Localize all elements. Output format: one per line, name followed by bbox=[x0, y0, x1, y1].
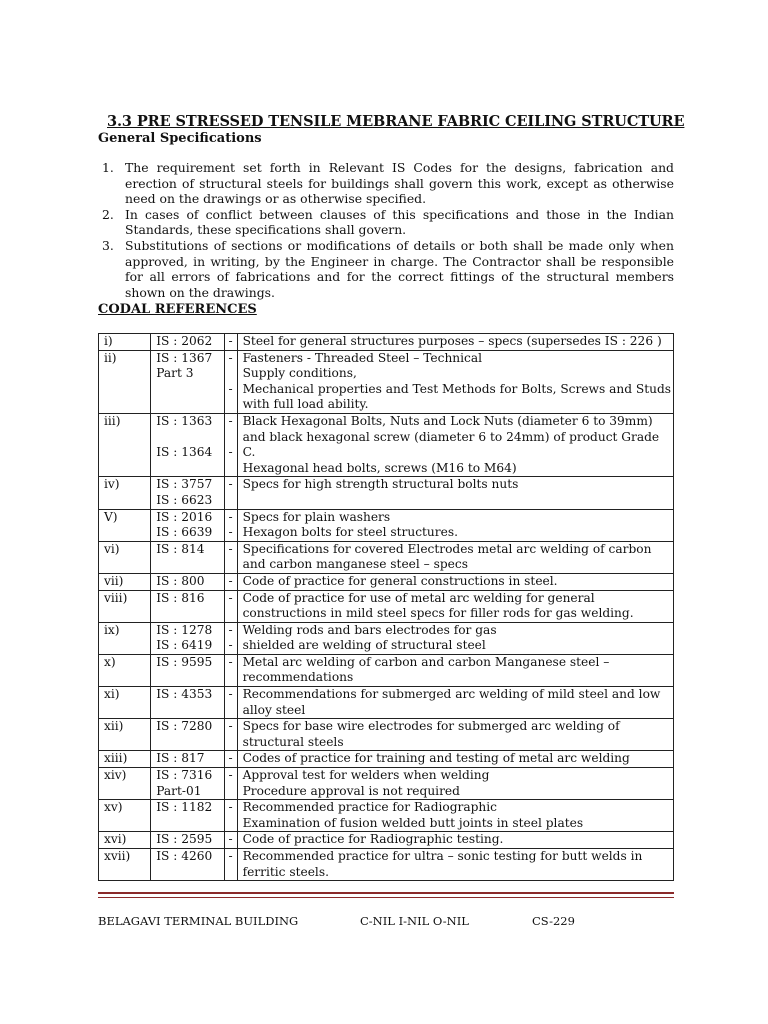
spec-item bbox=[98, 238, 674, 300]
ref-dash: - bbox=[228, 445, 233, 460]
footer-rule-thick bbox=[98, 892, 674, 894]
ref-dash-cell bbox=[224, 590, 237, 622]
ref-dash-cell bbox=[224, 350, 237, 413]
spec-text: The requirement set forth in Relevant IS Codes for the designs, fabrication and erection of structural steels for buildings shall govern this work, except as otherwise need on the drawings or as otherwise specified. bbox=[125, 160, 674, 207]
ref-description: Welding rods and bars electrodes for gas bbox=[242, 622, 497, 637]
ref-number: xvi) bbox=[104, 832, 127, 847]
ref-number: xiv) bbox=[104, 768, 127, 783]
ref-dash: - bbox=[228, 573, 233, 588]
ref-description: Code of practice for general constructions in steel. bbox=[242, 573, 558, 588]
table-row bbox=[99, 800, 674, 832]
ref-description-cell bbox=[237, 541, 673, 573]
ref-description: Codes of practice for training and testing of metal arc welding bbox=[242, 751, 630, 766]
ref-description: constructions in mild steel specs for filler rods for gas welding. bbox=[242, 606, 634, 621]
ref-code-cell bbox=[151, 477, 224, 509]
footer-rule-thin bbox=[98, 897, 674, 898]
ref-number-cell bbox=[99, 477, 151, 509]
footer-revision: C-NIL I-NIL O-NIL bbox=[360, 914, 469, 928]
ref-dash: - bbox=[228, 477, 233, 492]
ref-description-cell bbox=[237, 654, 673, 686]
ref-description: Supply conditions, bbox=[242, 366, 357, 381]
ref-dash: - bbox=[228, 509, 233, 524]
footer-page-number: CS-229 bbox=[532, 914, 575, 928]
codal-references-heading: CODAL REFERENCES bbox=[98, 302, 257, 317]
table-row bbox=[99, 350, 674, 413]
ref-description: recommendations bbox=[242, 670, 354, 685]
ref-number-cell bbox=[99, 768, 151, 800]
ref-description: Code of practice for use of metal arc welding for general bbox=[242, 590, 595, 605]
ref-dash: - bbox=[228, 751, 233, 766]
table-row bbox=[99, 751, 674, 768]
ref-code: IS : 4353 bbox=[156, 687, 213, 702]
ref-dash-cell bbox=[224, 687, 237, 719]
table-row bbox=[99, 768, 674, 800]
ref-dash: - bbox=[228, 350, 233, 365]
ref-description-cell bbox=[237, 509, 673, 541]
ref-code-cell bbox=[151, 687, 224, 719]
ref-dash bbox=[225, 366, 237, 382]
ref-number: viii) bbox=[104, 590, 128, 605]
ref-number-cell bbox=[99, 541, 151, 573]
codal-references-table bbox=[98, 333, 674, 881]
ref-description-cell bbox=[237, 622, 673, 654]
ref-dash: - bbox=[228, 334, 233, 348]
ref-number: xv) bbox=[104, 800, 123, 815]
table-row bbox=[99, 477, 674, 509]
ref-description-cell bbox=[237, 768, 673, 800]
ref-description-cell bbox=[237, 687, 673, 719]
ref-number-cell bbox=[99, 719, 151, 751]
ref-description: Hexagon bolts for steel structures. bbox=[242, 525, 458, 540]
ref-description: Black Hexagonal Bolts, Nuts and Lock Nuts (diameter 6 to 39mm) bbox=[242, 413, 653, 428]
ref-dash-cell bbox=[224, 413, 237, 476]
ref-dash: - bbox=[228, 719, 233, 734]
table-row bbox=[99, 687, 674, 719]
ref-number: xiii) bbox=[104, 751, 128, 766]
ref-description: Recommended practice for Radiographic bbox=[242, 800, 497, 815]
ref-code-cell bbox=[151, 622, 224, 654]
ref-number-cell bbox=[99, 622, 151, 654]
ref-number-cell bbox=[99, 832, 151, 849]
footer-project-name: BELAGAVI TERMINAL BUILDING bbox=[98, 914, 299, 928]
ref-code: IS : 2595 bbox=[156, 832, 213, 847]
ref-description-cell bbox=[237, 573, 673, 590]
ref-description: structural steels bbox=[242, 734, 344, 749]
table-row bbox=[99, 541, 674, 573]
spec-item bbox=[98, 160, 674, 207]
ref-code-cell bbox=[151, 573, 224, 590]
ref-description-cell bbox=[237, 350, 673, 413]
ref-description: Metal arc welding of carbon and carbon Manganese steel – bbox=[242, 654, 610, 669]
ref-dash-cell bbox=[224, 573, 237, 590]
ref-code: IS : 4260 bbox=[156, 849, 213, 863]
ref-dash-cell bbox=[224, 622, 237, 654]
ref-number-cell bbox=[99, 573, 151, 590]
ref-description: Code of practice for Radiographic testing. bbox=[242, 832, 504, 847]
table-row bbox=[99, 573, 674, 590]
ref-dash: - bbox=[228, 413, 233, 428]
ref-number-cell bbox=[99, 413, 151, 476]
ref-number-cell bbox=[99, 751, 151, 768]
ref-code: IS : 1278 bbox=[156, 622, 213, 637]
ref-code: IS : 7280 bbox=[156, 719, 213, 734]
ref-description: Examination of fusion welded butt joints in steel plates bbox=[242, 815, 584, 830]
ref-dash: - bbox=[228, 687, 233, 702]
table-row bbox=[99, 413, 674, 476]
ref-dash-cell bbox=[224, 509, 237, 541]
ref-description: Hexagonal head bolts, screws (M16 to M64) bbox=[242, 460, 517, 475]
ref-code-cell bbox=[151, 509, 224, 541]
ref-description-cell bbox=[237, 849, 673, 881]
ref-dash-cell bbox=[224, 477, 237, 509]
ref-description: Recommended practice for ultra – sonic testing for butt welds in bbox=[242, 849, 643, 863]
ref-dash-cell bbox=[224, 751, 237, 768]
ref-code-cell bbox=[151, 654, 224, 686]
ref-number-cell bbox=[99, 849, 151, 881]
ref-dash: - bbox=[228, 768, 233, 783]
ref-code-cell bbox=[151, 832, 224, 849]
ref-number: ix) bbox=[104, 622, 120, 637]
ref-code-cell bbox=[151, 719, 224, 751]
ref-number: iii) bbox=[104, 413, 121, 428]
ref-dash: - bbox=[228, 541, 233, 556]
ref-dash-cell bbox=[224, 654, 237, 686]
ref-code-cell bbox=[151, 350, 224, 413]
ref-description: Approval test for welders when welding bbox=[242, 768, 490, 783]
ref-dash-cell bbox=[224, 768, 237, 800]
ref-code-cell bbox=[151, 334, 224, 351]
ref-number-cell bbox=[99, 590, 151, 622]
ref-dash: - bbox=[228, 832, 233, 847]
ref-code: IS : 817 bbox=[156, 751, 205, 766]
ref-dash: - bbox=[228, 654, 233, 669]
ref-dash-cell bbox=[224, 849, 237, 881]
ref-number: xvii) bbox=[104, 849, 131, 863]
ref-code bbox=[156, 430, 223, 446]
ref-code-cell bbox=[151, 768, 224, 800]
ref-dash: - bbox=[228, 381, 233, 396]
ref-description: Procedure approval is not required bbox=[242, 783, 460, 798]
spec-text: In cases of conflict between clauses of this specifications and those in the Indian Standards, these specifications shall govern. bbox=[125, 206, 674, 238]
ref-code: IS : 1182 bbox=[156, 800, 213, 815]
ref-description-cell bbox=[237, 832, 673, 849]
ref-description: Fasteners - Threaded Steel – Technical bbox=[242, 350, 483, 365]
ref-code: IS : 3757 bbox=[156, 477, 213, 492]
ref-dash-cell bbox=[224, 334, 237, 351]
ref-dash: - bbox=[228, 622, 233, 637]
ref-code-cell bbox=[151, 590, 224, 622]
ref-number: vii) bbox=[104, 573, 124, 588]
ref-code-cell bbox=[151, 413, 224, 476]
ref-dash-cell bbox=[224, 832, 237, 849]
spec-number: 1. bbox=[102, 160, 114, 175]
ref-dash bbox=[225, 430, 237, 446]
ref-code: Part-01 bbox=[156, 783, 202, 798]
ref-code: IS : 1364 bbox=[156, 445, 213, 460]
spec-text: Substitutions of sections or modifications of details or both shall be made only when approved, in writing, by the Engineer in charge. The Contractor shall be responsible for all errors of fabrications and for the correct fittings of the structural members shown on the drawings. bbox=[125, 237, 674, 300]
ref-description: Specifications for covered Electrodes metal arc welding of carbon bbox=[242, 541, 652, 556]
ref-number: i) bbox=[104, 334, 113, 348]
ref-description: Specs for plain washers bbox=[242, 509, 391, 524]
ref-code: IS : 9595 bbox=[156, 654, 213, 669]
ref-dash-cell bbox=[224, 800, 237, 832]
ref-number-cell bbox=[99, 334, 151, 351]
ref-code: IS : 2062 bbox=[156, 334, 213, 348]
ref-code: IS : 7316 bbox=[156, 768, 213, 783]
table-row bbox=[99, 719, 674, 751]
ref-dash: - bbox=[228, 849, 233, 863]
ref-description: C. bbox=[242, 445, 256, 460]
table-row bbox=[99, 622, 674, 654]
ref-code-cell bbox=[151, 849, 224, 881]
ref-number: V) bbox=[104, 509, 118, 524]
ref-description-cell bbox=[237, 800, 673, 832]
ref-description: Specs for high strength structural bolts nuts bbox=[242, 477, 519, 492]
section-subtitle: General Specifications bbox=[98, 131, 262, 146]
ref-number: vi) bbox=[104, 541, 120, 556]
ref-dash-cell bbox=[224, 541, 237, 573]
ref-code: IS : 816 bbox=[156, 590, 205, 605]
ref-description-cell bbox=[237, 751, 673, 768]
ref-description: Recommendations for submerged arc welding of mild steel and low bbox=[242, 687, 661, 702]
table-row bbox=[99, 654, 674, 686]
ref-dash: - bbox=[228, 800, 233, 815]
table-row bbox=[99, 590, 674, 622]
ref-number: ii) bbox=[104, 350, 117, 365]
ref-code-cell bbox=[151, 751, 224, 768]
ref-number-cell bbox=[99, 654, 151, 686]
ref-code: IS : 1363 bbox=[156, 413, 213, 428]
ref-description: with full load ability. bbox=[242, 397, 369, 412]
ref-code: IS : 814 bbox=[156, 541, 205, 556]
ref-number: iv) bbox=[104, 477, 120, 492]
ref-code: IS : 800 bbox=[156, 573, 205, 588]
ref-dash: - bbox=[228, 590, 233, 605]
ref-description: and black hexagonal screw (diameter 6 to 24mm) of product Grade bbox=[242, 429, 660, 444]
ref-code: Part 3 bbox=[156, 366, 194, 381]
ref-description-cell bbox=[237, 590, 673, 622]
table-row bbox=[99, 509, 674, 541]
ref-code: IS : 2016 bbox=[156, 509, 213, 524]
ref-description: Specs for base wire electrodes for submerged arc welding of bbox=[242, 719, 620, 734]
ref-number: xi) bbox=[104, 687, 120, 702]
ref-description-cell bbox=[237, 334, 673, 351]
ref-description: Steel for general structures purposes – specs (supersedes IS : 226 ) bbox=[242, 334, 662, 348]
spec-item bbox=[98, 207, 674, 238]
ref-description: alloy steel bbox=[242, 702, 306, 717]
ref-code-cell bbox=[151, 541, 224, 573]
ref-number-cell bbox=[99, 350, 151, 413]
ref-code: IS : 6639 bbox=[156, 525, 213, 540]
page-title: 3.3 PRE STRESSED TENSILE MEBRANE FABRIC CEILING STRUCTURE bbox=[107, 113, 685, 130]
ref-code-cell bbox=[151, 800, 224, 832]
spec-number: 2. bbox=[102, 206, 114, 222]
spec-number: 3. bbox=[102, 237, 114, 253]
ref-number: x) bbox=[104, 654, 116, 669]
ref-description: and carbon manganese steel – specs bbox=[242, 557, 468, 572]
ref-number-cell bbox=[99, 800, 151, 832]
spec-list bbox=[98, 160, 674, 300]
ref-dash: - bbox=[228, 525, 233, 540]
ref-code: IS : 1367 bbox=[156, 350, 213, 365]
table-row bbox=[99, 832, 674, 849]
ref-description: shielded are welding of structural steel bbox=[242, 638, 486, 653]
ref-number: xii) bbox=[104, 719, 124, 734]
ref-description-cell bbox=[237, 719, 673, 751]
ref-description-cell bbox=[237, 477, 673, 509]
ref-description: ferritic steels. bbox=[242, 864, 329, 879]
ref-description-cell bbox=[237, 413, 673, 476]
ref-number-cell bbox=[99, 509, 151, 541]
table-row bbox=[99, 334, 674, 351]
ref-description: Mechanical properties and Test Methods for Bolts, Screws and Studs bbox=[242, 381, 672, 396]
ref-code: IS : 6623 bbox=[156, 492, 213, 507]
ref-number-cell bbox=[99, 687, 151, 719]
ref-dash-cell bbox=[224, 719, 237, 751]
ref-code: IS : 6419 bbox=[156, 638, 213, 653]
ref-dash: - bbox=[228, 638, 233, 653]
table-row bbox=[99, 849, 674, 881]
